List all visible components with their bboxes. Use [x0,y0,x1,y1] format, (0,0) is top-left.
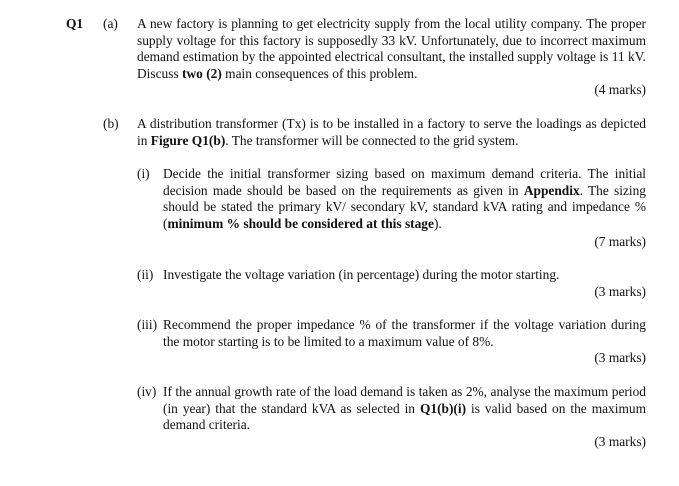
part-a-text: A new factory is planning to get electricity supply from the local utility company. The proper supply voltage for this factory is supposedly 33 kV. Unfortunately, due to incorrect maximum demand estimation by the appointed electrical consultant, the installed supply voltage is 11 kV. Discuss two (2) main consequences of this problem. [137,16,646,81]
part-a-marks: (4 marks) [594,82,646,97]
sub-iv-marks: (3 marks) [594,434,646,449]
sub-iii-label: (iii) [137,317,158,332]
sub-ii-text: Investigate the voltage variation (in percentage) during the motor starting. [163,267,560,282]
part-a-label: (a) [103,16,118,31]
sub-i-marks: (7 marks) [594,234,646,249]
part-b-label: (b) [103,116,119,131]
sub-ii-marks: (3 marks) [594,284,646,299]
sub-iv-text: If the annual growth rate of the load demand is taken as 2%, analyse the maximum period (in year) that the standard kVA as selected in Q1(b)(i) is valid based on the maximum demand criteria. [163,384,646,433]
sub-iii-marks: (3 marks) [594,350,646,365]
part-b-text: A distribution transformer (Tx) is to be installed in a factory to serve the loadings as depicted in Figure Q1(b). The transformer will be connected to the grid system. [137,116,646,148]
sub-iii-text: Recommend the proper impedance % of the transformer if the voltage variation during the motor starting is to be limited to a maximum value of 8%. [163,317,646,349]
sub-i-label: (i) [137,166,150,181]
sub-ii-label: (ii) [137,267,154,282]
question-number: Q1 [66,16,84,31]
sub-iv-label: (iv) [137,384,157,399]
sub-i-text: Decide the initial transformer sizing based on maximum demand criteria. The initial decision made should be based on the requirements as given in Appendix. The sizing should be stated the primary kV/ secondary kV, standard kVA rating and impedance % (minimum % should be considered at this stage). [163,166,646,231]
